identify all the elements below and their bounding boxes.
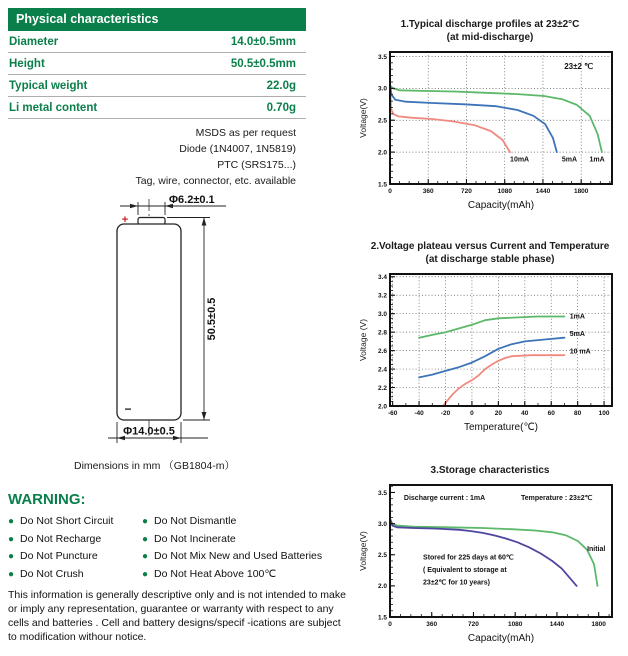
battery-body — [117, 224, 181, 420]
warning-item — [142, 548, 322, 566]
svg-text:Voltage (V): Voltage (V) — [358, 318, 368, 362]
svg-text:0: 0 — [388, 621, 392, 628]
row-value: 0.70g — [266, 102, 296, 114]
svg-text:10mA: 10mA — [510, 156, 530, 164]
left-column — [8, 8, 350, 644]
warning-item — [8, 548, 142, 566]
svg-text:0: 0 — [470, 410, 474, 417]
battery-diagram — [68, 191, 350, 458]
svg-text:1mA: 1mA — [589, 156, 605, 164]
svg-text:Voltage(V): Voltage(V) — [358, 531, 368, 571]
svg-text:3.0: 3.0 — [377, 310, 387, 318]
notes-list — [8, 125, 296, 189]
svg-text:1080: 1080 — [507, 621, 523, 628]
warning-item-label: Do Not Dismantle — [154, 515, 237, 527]
svg-text:1800: 1800 — [591, 621, 606, 628]
warning-list — [8, 513, 350, 583]
svg-text:Stored for 225 days at 60℃: Stored for 225 days at 60℃ — [423, 554, 514, 562]
table-row — [8, 53, 306, 75]
svg-text:( Equivalent to storage at: ( Equivalent to storage at — [423, 567, 507, 575]
svg-text:-60: -60 — [387, 410, 398, 417]
svg-text:-20: -20 — [440, 410, 451, 417]
bullet-dot-icon: ● — [8, 533, 15, 545]
chart1-title-line1: 1.Typical discharge profiles at 23±2°C — [400, 19, 580, 30]
warning-item — [8, 566, 142, 584]
svg-text:0: 0 — [388, 188, 392, 195]
chart-storage-characteristics — [356, 464, 624, 647]
bullet-dot-icon: ● — [142, 551, 149, 562]
warning-item — [8, 513, 142, 531]
svg-text:1440: 1440 — [535, 188, 551, 195]
svg-text:2.0: 2.0 — [377, 403, 387, 411]
svg-text:Capacity(mAh): Capacity(mAh) — [467, 633, 535, 644]
dimensions-caption: Dimensions in mm （GB1804-m） — [74, 460, 236, 472]
table-rows — [8, 31, 306, 119]
warning-item — [142, 566, 322, 584]
svg-text:23±2 ℃: 23±2 ℃ — [564, 62, 594, 72]
svg-text:2.0: 2.0 — [377, 149, 387, 157]
row-label: Li metal content — [9, 102, 98, 114]
row-value: 14.0±0.5mm — [230, 36, 296, 48]
row-value: 22.0g — [266, 80, 296, 92]
svg-text:10 mA: 10 mA — [569, 348, 591, 356]
warning-item — [142, 513, 322, 531]
svg-text:360: 360 — [422, 188, 434, 195]
chart-voltage-plateau — [356, 240, 624, 436]
svg-text:360: 360 — [426, 621, 438, 628]
note-line: PTC (SRS175...) — [217, 159, 296, 171]
svg-text:40: 40 — [521, 410, 529, 417]
chart3-plot — [356, 479, 624, 647]
height-label: 50.5±0.5 — [206, 297, 218, 341]
physical-characteristics-table — [8, 8, 306, 119]
chart3-title-line1: 3.Storage characteristics — [430, 465, 550, 476]
bullet-dot-icon: ● — [142, 533, 149, 545]
chart1-plot — [356, 46, 624, 214]
svg-text:3.0: 3.0 — [377, 85, 387, 93]
svg-text:2.8: 2.8 — [377, 329, 387, 337]
warning-item-label: Do Not Puncture — [20, 550, 98, 562]
row-label: Height — [9, 58, 45, 70]
svg-text:5mA: 5mA — [569, 330, 585, 338]
note-line: MSDS as per request — [195, 127, 296, 139]
row-label: Typical weight — [9, 80, 88, 92]
note-line: Tag, wire, connector, etc. available — [135, 175, 296, 187]
warning-column-right — [142, 513, 322, 583]
cap-diameter-label: Φ6.2±0.1 — [169, 194, 215, 206]
body-diameter-label: Φ14.0±0.5 — [123, 425, 175, 438]
svg-text:3.5: 3.5 — [377, 489, 387, 497]
disclaimer-text: This information is generally descriptive only and is not intended to make or imply any representation, guarantee or warranty with respect to any cells and batteries . Cell and battery designs/specif -ications are subject to modification withour notice. — [8, 589, 346, 643]
svg-text:1080: 1080 — [497, 188, 512, 195]
plus-terminal-label: + — [121, 214, 129, 226]
chart2-plot — [356, 268, 624, 436]
svg-text:23±2℃ for 10 years): 23±2℃ for 10 years) — [423, 579, 491, 587]
svg-text:60: 60 — [547, 410, 555, 417]
svg-text:720: 720 — [468, 621, 479, 628]
svg-text:80: 80 — [574, 410, 582, 417]
svg-text:2.5: 2.5 — [377, 117, 387, 125]
warning-item-label: Do Not Short Circuit — [20, 515, 114, 527]
svg-text:-40: -40 — [414, 410, 424, 417]
svg-text:720: 720 — [461, 188, 472, 195]
chart2-title-line2: (at discharge stable phase) — [425, 254, 555, 265]
bullet-dot-icon: ● — [8, 551, 15, 562]
right-column — [356, 10, 624, 647]
warning-item — [8, 531, 142, 549]
warning-item-label: Do Not Heat Above 100℃ — [154, 567, 277, 580]
svg-text:2.6: 2.6 — [377, 347, 387, 355]
svg-text:Discharge current : 1mA: Discharge current : 1mA — [403, 494, 486, 502]
svg-text:100: 100 — [598, 410, 610, 417]
table-row — [8, 31, 306, 53]
svg-text:1mA: 1mA — [569, 313, 585, 321]
table-row — [8, 75, 306, 97]
warning-column-left — [8, 513, 142, 583]
warning-item-label: Do Not Mix New and Used Batteries — [154, 550, 323, 562]
bullet-dot-icon: ● — [142, 516, 149, 527]
chart1-title-line2: (at mid-discharge) — [446, 32, 534, 43]
svg-text:1440: 1440 — [549, 621, 565, 628]
chart-discharge-profiles — [356, 18, 624, 214]
warning-item-label: Do Not Crush — [20, 567, 84, 580]
svg-text:3.4: 3.4 — [377, 274, 387, 282]
minus-terminal-label: − — [124, 402, 132, 416]
chart2-title-line1: 2.Voltage plateau versus Current and Temperature — [370, 241, 610, 252]
svg-text:3.5: 3.5 — [377, 53, 387, 61]
svg-text:Voltage(V): Voltage(V) — [358, 98, 368, 138]
svg-text:1.5: 1.5 — [377, 614, 387, 622]
svg-text:1800: 1800 — [573, 188, 589, 195]
warning-title: WARNING: — [8, 491, 86, 508]
svg-text:Temperature : 23±2℃: Temperature : 23±2℃ — [520, 494, 593, 502]
warning-item — [142, 531, 322, 549]
svg-text:2.5: 2.5 — [377, 552, 387, 560]
bullet-dot-icon: ● — [8, 568, 15, 580]
svg-text:2.0: 2.0 — [377, 583, 387, 591]
svg-text:3.0: 3.0 — [377, 520, 387, 528]
table-header: Physical characteristics — [8, 8, 306, 31]
svg-text:3.2: 3.2 — [377, 292, 387, 300]
row-value: 50.5±0.5mm — [230, 58, 296, 70]
table-row — [8, 97, 306, 119]
battery-drawing — [68, 191, 298, 453]
bullet-dot-icon: ● — [142, 568, 149, 580]
bullet-dot-icon: ● — [8, 516, 15, 527]
svg-text:5mA: 5mA — [561, 156, 578, 164]
svg-text:20: 20 — [494, 410, 502, 417]
svg-text:2.2: 2.2 — [377, 384, 387, 392]
svg-text:Capacity(mAh): Capacity(mAh) — [467, 200, 535, 211]
svg-text:1.5: 1.5 — [377, 181, 387, 189]
svg-text:2.4: 2.4 — [377, 366, 387, 374]
svg-text:Temperature(℃): Temperature(℃) — [463, 422, 539, 433]
row-label: Diameter — [9, 36, 59, 48]
warning-item-label: Do Not Incinerate — [154, 532, 236, 545]
svg-text:Initial: Initial — [587, 546, 606, 553]
warning-item-label: Do Not Recharge — [20, 532, 102, 545]
note-line: Diode (1N4007, 1N5819) — [179, 143, 296, 155]
